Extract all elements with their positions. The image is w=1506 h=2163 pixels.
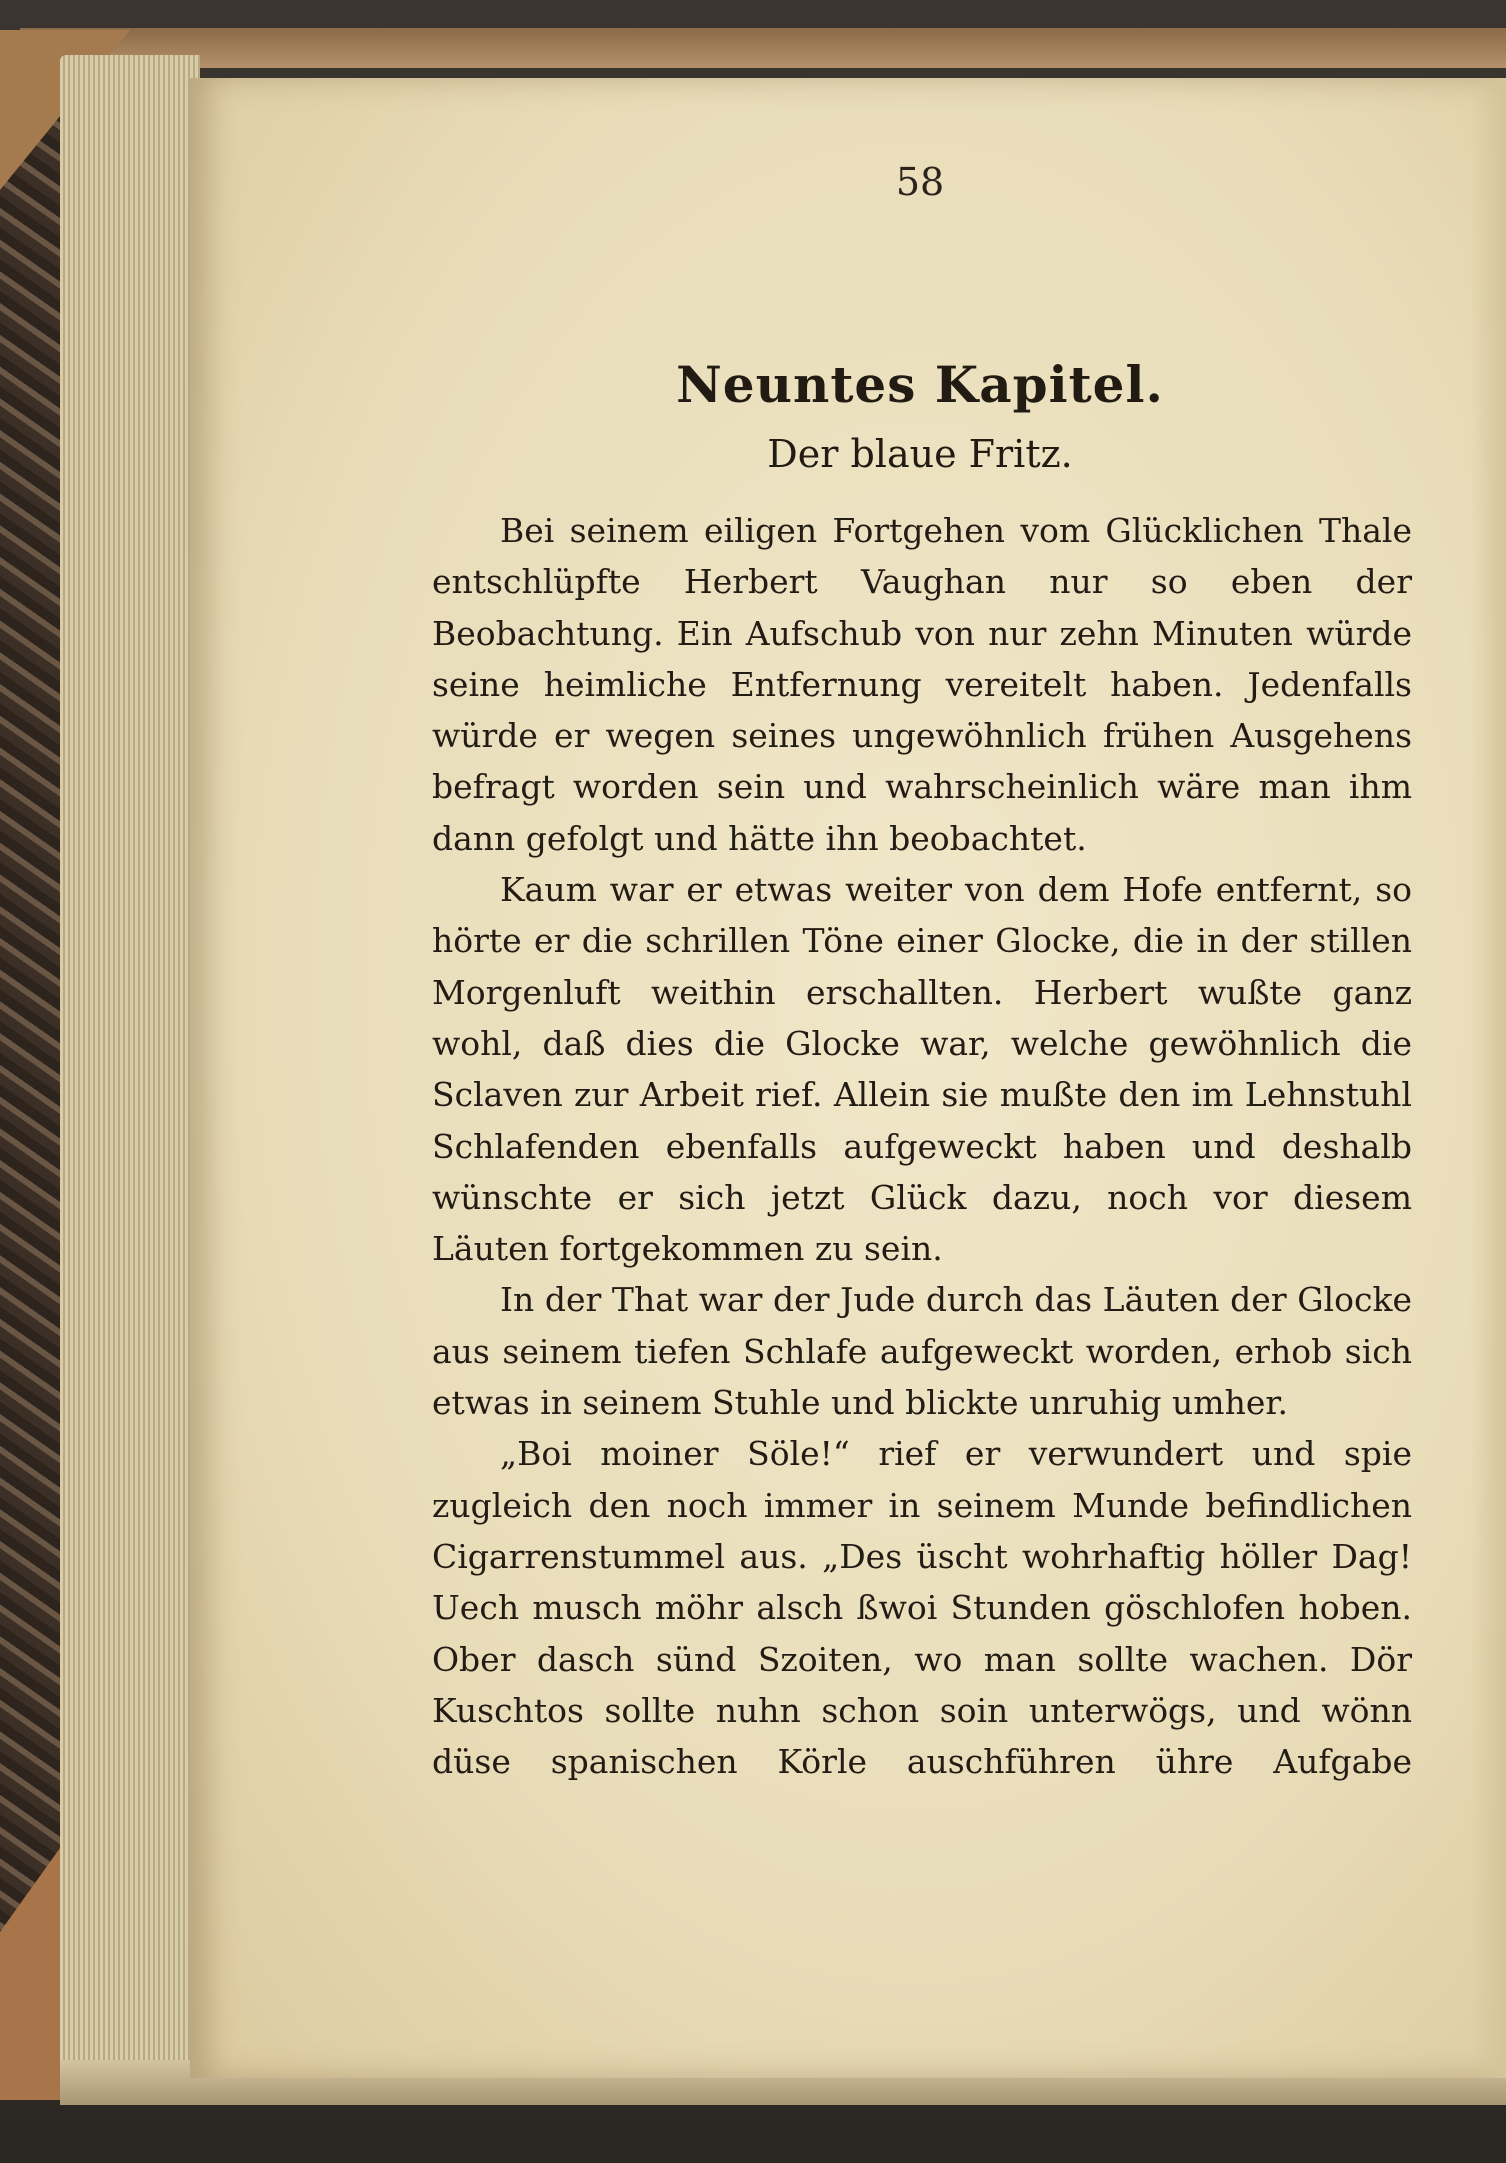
- book-cover-top-edge: [20, 28, 1506, 68]
- paragraph: „Boi moiner Söle!“ rief er verwundert und spie zugleich den noch immer in seinem Munde befindlichen Cigarrenstummel aus. „Des üscht wohrhaftig höller Dag! Uech musch möhr alsch ßwoi Stunden göschlofen hoben. Ober dasch sünd Szoiten, wo man sollte wachen. Dör Kuschtos sollte nuhn schon soin unterwögs, und wönn düse spanischen Körle auschführen ühre Aufgabe: [432, 1434, 1412, 1782]
- page-number: 58: [895, 160, 945, 204]
- body-text: [432, 505, 1412, 1787]
- paragraph: Kaum war er etwas weiter von dem Hofe entfernt, so hörte er die schrillen Töne einer Glocke, die in der stillen Morgenluft weithin erschallten. Herbert wußte ganz wohl, daß dies die Glocke war, welche gewöhnlich die Sclaven zur Arbeit rief. Allein sie mußte den im Lehnstuhl Schlafenden ebenfalls aufgeweckt haben und deshalb wünschte er sich jetzt Glück dazu, noch vor diesem Läuten fortgekommen zu sein.: [432, 870, 1412, 1269]
- paragraph: Bei seinem eiligen Fortgehen vom Glücklichen Thale entschlüpfte Herbert Vaughan nur so eben der Beobachtung. Ein Aufschub von nur zehn Minuten würde seine heimliche Entfernung vereitelt haben. Jedenfalls würde er wegen seines ungewöhnlich frühen Ausgehens befragt worden sein und wahrscheinlich wäre man ihm dann gefolgt und hätte ihn beobachtet.: [432, 511, 1412, 858]
- paragraph: In der That war der Jude durch das Läuten der Glocke aus seinem tiefen Schlafe aufgeweckt worden, erhob sich etwas in seinem Stuhle und blickte unruhig umher.: [432, 1280, 1412, 1423]
- chapter-title: Neuntes Kapitel.: [676, 355, 1164, 414]
- chapter-subtitle: Der blaue Fritz.: [767, 432, 1073, 476]
